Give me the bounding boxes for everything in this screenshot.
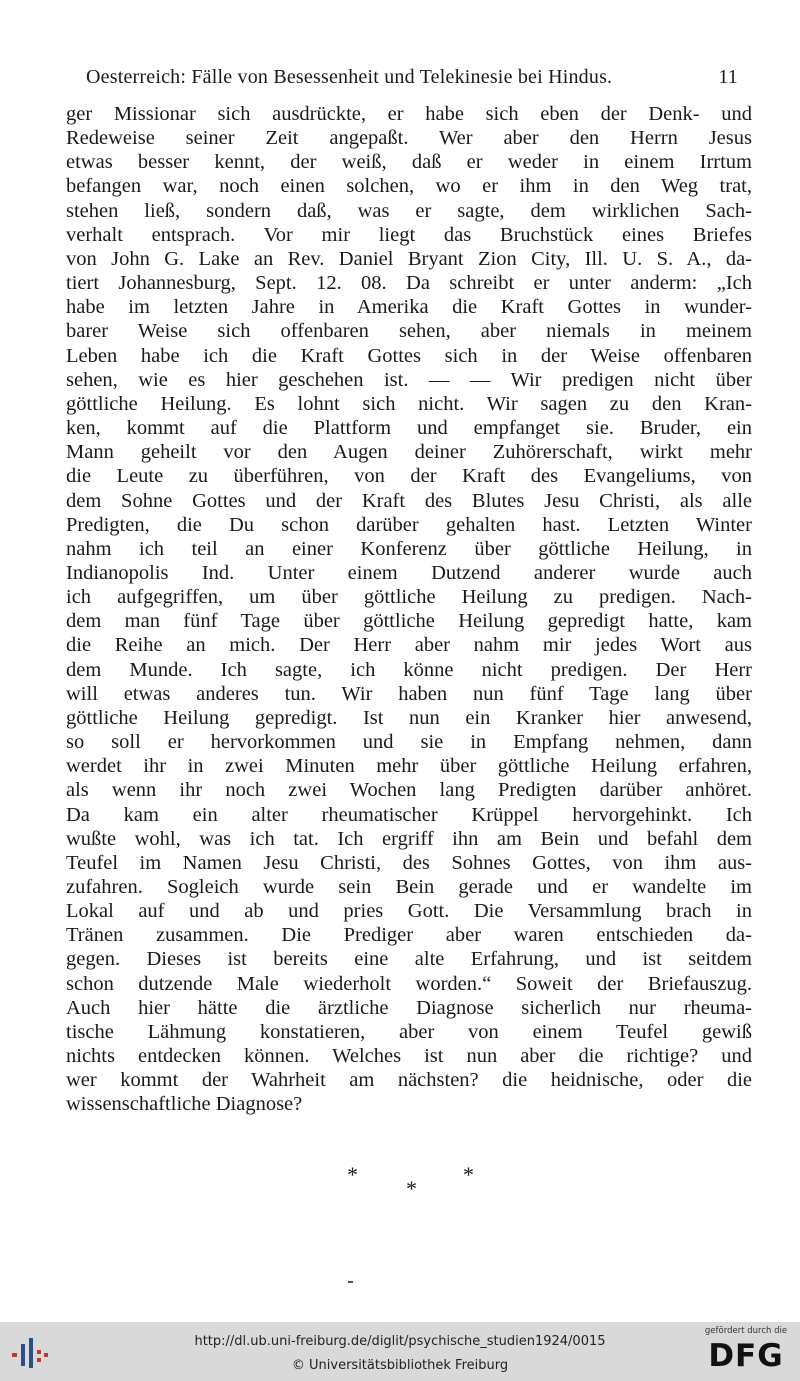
- funder-note: gefördert durch die: [704, 1326, 788, 1336]
- asterism: [330, 1162, 490, 1202]
- text-line: Indianopolis Ind. Unter einem Dutzend anderer wurde auch: [66, 561, 752, 584]
- text-line: Redeweise seiner Zeit angepaßt. Wer aber den Herrn Jesus: [66, 127, 752, 150]
- text-line: von John G. Lake an Rev. Daniel Bryant Zion City, Ill. U. S. A., da-: [66, 247, 752, 270]
- text-line: nahm ich teil an einer Konferenz über göttliche Heilung, in: [66, 537, 752, 560]
- text-line: Teufel im Namen Jesu Christi, des Sohnes Gottes, von ihm aus-: [66, 851, 752, 874]
- text-line: barer Weise sich offenbaren sehen, aber niemals in meinem: [66, 320, 752, 343]
- page-number: 11: [718, 66, 738, 88]
- text-line: tische Lähmung konstatieren, aber von einem Teufel gewiß: [66, 1020, 752, 1043]
- text-line: schon dutzende Male wiederholt worden.“ Soweit der Briefauszug.: [66, 972, 752, 995]
- text-line: will etwas anderes tun. Wir haben nun fünf Tage lang über: [66, 682, 752, 705]
- text-line: ich aufgegriffen, um über göttliche Heilung zu predigen. Nach-: [66, 586, 752, 609]
- dfg-logo: [702, 1326, 790, 1378]
- text-line: ken, kommt auf die Plattform und empfanget sie. Bruder, ein: [66, 417, 752, 440]
- text-line: nichts entdecken können. Welches ist nun aber die richtige? und: [66, 1045, 752, 1068]
- text-line: stehen ließ, sondern daß, was er sagte, dem wirklichen Sach-: [66, 199, 752, 222]
- text-line: Tränen zusammen. Die Prediger aber waren entschieden da-: [66, 924, 752, 947]
- text-line: befangen war, noch einen solchen, wo er ihm in den Weg trat,: [66, 175, 752, 198]
- text-line: wer kommt der Wahrheit am nächsten? die heidnische, oder die: [66, 1069, 752, 1092]
- dfg-logo-text: DFG: [708, 1338, 784, 1374]
- text-line: dem Sohne Gottes und der Kraft des Blutes Jesu Christi, als alle: [66, 489, 752, 512]
- viewer-footer: [0, 1322, 800, 1381]
- text-line: gegen. Dieses ist bereits eine alte Erfahrung, und ist seitdem: [66, 948, 752, 971]
- copyright-notice: © Universitätsbibliothek Freiburg: [291, 1358, 509, 1373]
- body-text: [66, 102, 752, 1117]
- text-line: Mann geheilt vor den Augen deiner Zuhörerschaft, wirkt mehr: [66, 441, 752, 464]
- running-head-title: Oesterreich: Fälle von Besessenheit und Telekinesie bei Hindus.: [86, 66, 613, 88]
- text-line: wußte wohl, was ich tat. Ich ergriff ihn am Bein und befahl dem: [66, 827, 752, 850]
- text-line: zufahren. Sogleich wurde sein Bein gerade und er wandelte im: [66, 876, 752, 898]
- text-line: Lokal auf und ab und pries Gott. Die Versammlung brach in: [66, 900, 752, 923]
- text-line: wissenschaftliche Diagnose?: [66, 1093, 303, 1116]
- text-line: als wenn ihr noch zwei Wochen lang Predigten darüber anhöret.: [66, 779, 752, 802]
- text-line: Leben habe ich die Kraft Gottes sich in der Weise offenbaren: [66, 344, 752, 367]
- text-line: werdet ihr in zwei Minuten mehr über göttliche Heilung erfahren,: [66, 755, 752, 778]
- text-line: dem Munde. Ich sagte, ich könne nicht predigen. Der Herr: [66, 658, 752, 681]
- text-line: verhalt entsprach. Vor mir liegt das Bruchstück eines Briefes: [66, 223, 752, 246]
- scan-speck: [348, 1281, 353, 1283]
- text-line: die Reihe an mich. Der Herr aber nahm mir jedes Wort aus: [66, 634, 752, 657]
- text-line: sehen, wie es hier geschehen ist. — — Wir predigen nicht über: [66, 368, 752, 391]
- text-line: Predigten, die Du schon darüber gehalten hast. Letzten Winter: [66, 513, 752, 536]
- text-line: tiert Johannesburg, Sept. 12. 08. Da schreibt er unter anderm: „Ich: [66, 272, 752, 295]
- text-line: die Leute zu überführen, von der Kraft des Evangeliums, von: [66, 465, 752, 488]
- text-line: so soll er hervorkommen und sie in Empfang nehmen, dann: [66, 731, 752, 754]
- running-head: [86, 64, 738, 90]
- asterism-star: *: [406, 1176, 417, 1201]
- text-line: etwas besser kennt, der weiß, daß er weder in einem Irrtum: [66, 151, 752, 174]
- asterism-star: *: [463, 1162, 474, 1187]
- permalink-url[interactable]: http://dl.ub.uni-freiburg.de/diglit/psychische_studien1924/0015: [194, 1334, 606, 1349]
- asterism-star: *: [347, 1162, 358, 1187]
- text-line: dem man fünf Tage über göttliche Heilung gepredigt hatte, kam: [66, 610, 752, 633]
- text-line: Auch hier hätte die ärztliche Diagnose sicherlich nur rheuma-: [66, 996, 752, 1019]
- text-line: ger Missionar sich ausdrückte, er habe sich eben der Denk- und: [66, 103, 752, 125]
- text-line: Da kam ein alter rheumatischer Krüppel hervorgehinkt. Ich: [66, 803, 752, 826]
- text-line: göttliche Heilung gepredigt. Ist nun ein Kranker hier anwesend,: [66, 706, 752, 729]
- text-line: göttliche Heilung. Es lohnt sich nicht. Wir sagen zu den Kran-: [66, 392, 752, 415]
- text-line: habe im letzten Jahre in Amerika die Kraft Gottes in wunder-: [66, 296, 752, 319]
